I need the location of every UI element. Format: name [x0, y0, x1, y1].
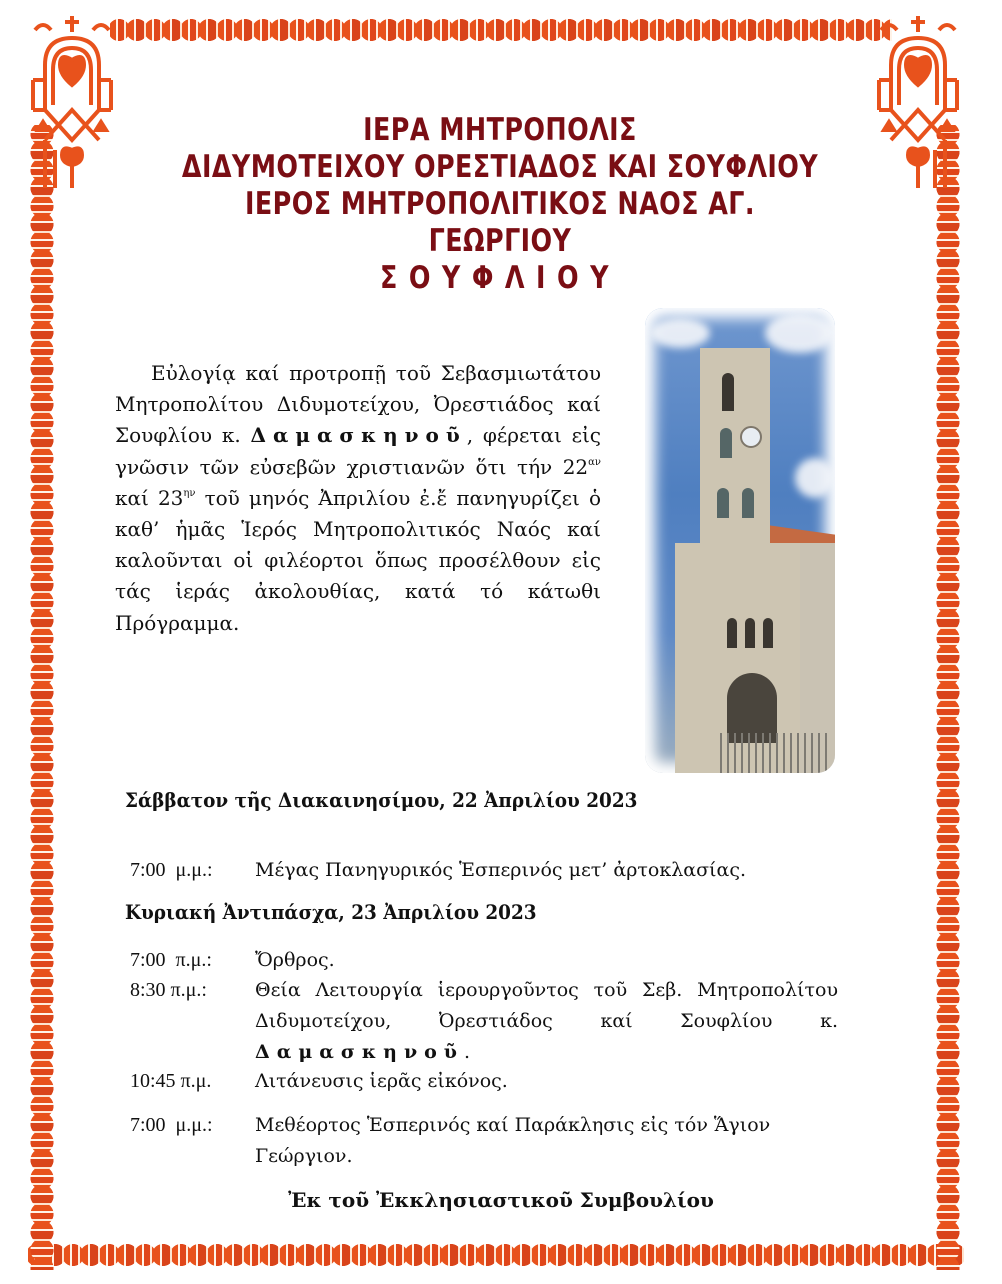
bishop-name: Δαμασκηνοῦ [250, 423, 467, 448]
iron-fence [720, 733, 830, 773]
schedule-row [130, 855, 838, 886]
event-time: 8:30 π.μ.: [130, 979, 207, 1001]
intro-text-3: καί 23 [115, 485, 184, 510]
header-church: ΙΕΡΟΣ ΜΗΤΡΟΠΟΛΙΤΙΚΟΣ ΝΑΟΣ ΑΓ. ΓΕΩΡΓΙΟΥ [245, 186, 755, 259]
tower-window [722, 373, 734, 411]
tower-window [763, 618, 773, 648]
intro-text-1: Εὐλογίᾳ καί προτροπῇ τοῦ Σεβασμιωτάτου Μητροπολίτου Διδυμοτείχου, Ὀρεστιάδος καί Σουφλίου κ. [115, 361, 601, 448]
bishop-name: Δαμασκηνοῦ [255, 1041, 464, 1063]
header-town: ΣΟΥΦΛΙΟΥ [379, 260, 620, 296]
header-metropolis: ΙΕΡΑ ΜΗΤΡΟΠΟΛΙΣ [363, 112, 637, 148]
ornamental-border-bottom [28, 1240, 964, 1270]
intro-text-4: τοῦ μηνός Ἀπριλίου ἐ.ἔ πανηγυρίζει ὁ καθ’ ἡμᾶς Ἱερός Μητροπολιτικός Ναός καί καλοῦνται οἱ φιλέορτοι ὅπως προσέλθουν εἰς τάς ἱεράς ἀκολουθίας, κατά τό κάτωθι Πρόγραμμα. [115, 485, 602, 635]
tower-upper [700, 348, 770, 548]
event-description [255, 975, 838, 1068]
liturgy-text: Θεία Λειτουργία ἱερουργοῦντος τοῦ Σεβ. Μητροπολίτου Διδυμοτείχου, Ὀρεστιάδος καί Σουφλίου κ. [255, 979, 838, 1032]
ordinal-suffix-1: αν [588, 456, 601, 468]
cloud [795, 458, 835, 498]
ornamental-border-left [26, 125, 58, 1270]
intro-text-2: , φέρεται εἰς γνῶσιν τῶν εὐσεβῶν χριστιανῶν ὅτι τήν 22 [115, 423, 601, 479]
event-description: Μέγας Πανηγυρικός Ἑσπερινός μετ’ ἀρτοκλασίας. [255, 859, 747, 881]
ordinal-suffix-2: ην [183, 487, 196, 499]
event-description: Ὄρθρος. [255, 949, 335, 971]
header-diocese: ΔΙΔΥΜΟΤΕΙΧΟΥ ΟΡΕΣΤΙΑΔΟΣ ΚΑΙ ΣΟΥΦΛΙΟΥ [181, 149, 819, 185]
tower-window [727, 618, 737, 648]
tower-window [717, 488, 729, 518]
schedule-row [130, 945, 838, 976]
event-time: 7:00 μ.μ.: [130, 1114, 213, 1136]
ornamental-border-right [932, 125, 964, 1270]
cloud [765, 313, 835, 353]
tower-window [720, 428, 732, 458]
corner-ornament-top-right [860, 10, 975, 190]
tower-window [745, 618, 755, 648]
corner-ornament-top-left [15, 10, 130, 190]
clock-face [740, 426, 762, 448]
event-time: 10:45 π.μ. [130, 1070, 212, 1092]
cloud [650, 318, 710, 348]
tower-window [742, 488, 754, 518]
schedule-row [130, 1110, 838, 1172]
event-time: 7:00 π.μ.: [130, 949, 212, 971]
event-time: 7:00 μ.μ.: [130, 859, 213, 881]
liturgy-suffix: . [464, 1041, 471, 1063]
day-heading-sunday: Κυριακή Ἀντιπάσχα, 23 Ἀπριλίου 2023 [125, 900, 537, 924]
announcement-paragraph [115, 358, 601, 639]
church-bell-tower-photo [645, 308, 835, 773]
schedule-row [130, 1066, 838, 1097]
event-description: Μεθέορτος Ἑσπερινός καί Παράκλησις εἰς τόν Ἅγιον Γεώργιον. [255, 1114, 771, 1167]
event-description: Λιτάνευσις ἱερᾶς εἰκόνος. [255, 1070, 508, 1092]
ornamental-border-top [110, 15, 892, 45]
signature-church-council: Ἐκ τοῦ Ἐκκλησιαστικοῦ Συμβουλίου [288, 1188, 714, 1212]
schedule-row [130, 975, 838, 1068]
day-heading-saturday: Σάββατον τῆς Διακαινησίμου, 22 Ἀπριλίου 2023 [125, 788, 638, 812]
document-header [172, 112, 828, 297]
